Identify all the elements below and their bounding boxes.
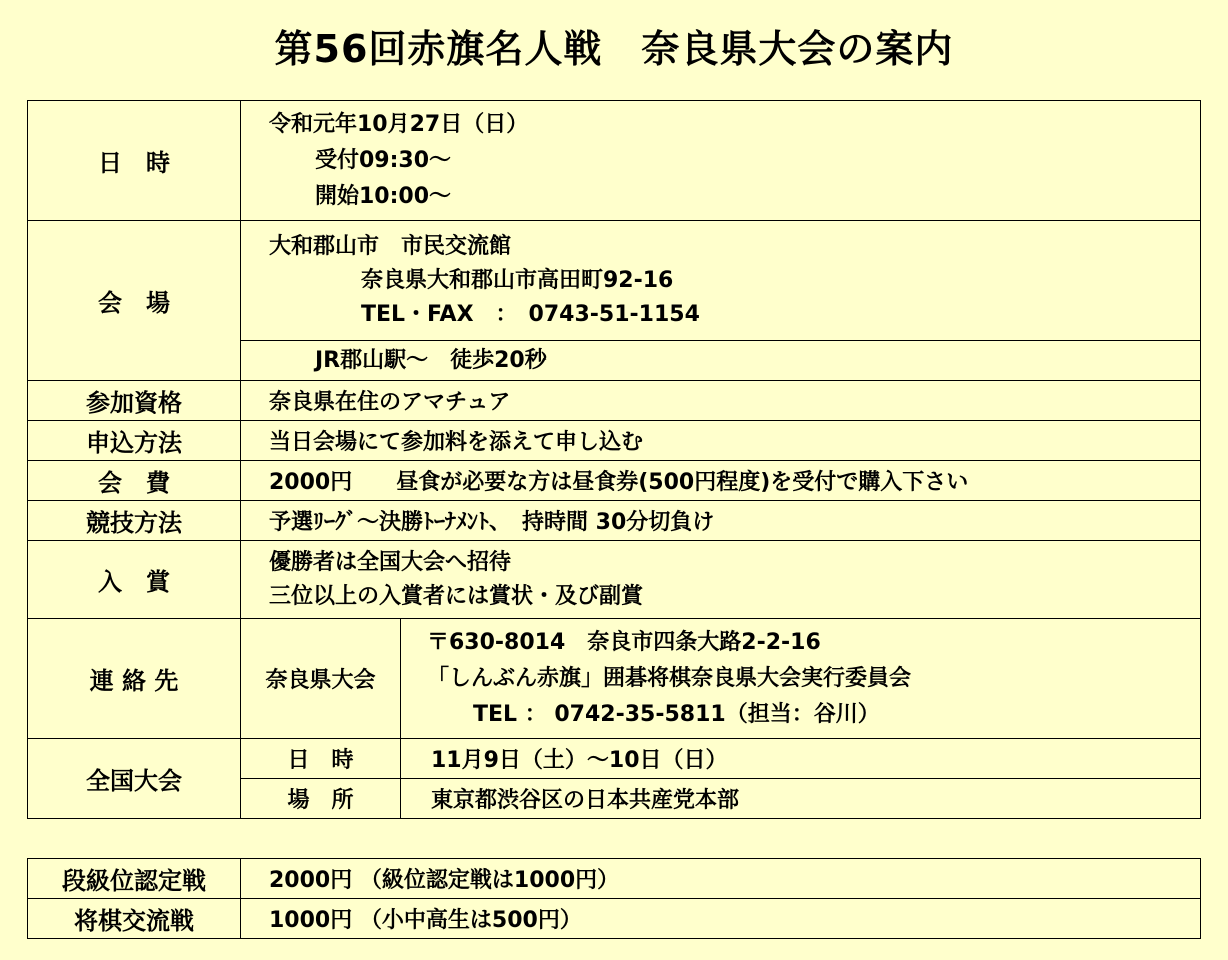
row-eligibility [28, 381, 1201, 421]
application-label: 申込方法 [28, 421, 241, 461]
contact-label: 連 絡 先 [28, 619, 241, 739]
row-datetime [28, 101, 1201, 221]
national-label: 全国大会 [28, 739, 241, 819]
extra-fee-value: 1000円 （小中高生は500円） [241, 899, 1201, 939]
row-prizes [28, 541, 1201, 619]
national-place-label: 場 所 [241, 779, 401, 819]
contact-details [401, 619, 1201, 739]
prizes-value [241, 541, 1201, 619]
info-table [27, 100, 1201, 819]
row-format [28, 501, 1201, 541]
contact-tel: TEL ： 0742-35-5811（担当：谷川） [473, 701, 880, 727]
page-title: 第56回赤旗名人戦 奈良県大会の案内 [274, 27, 954, 71]
format-value: 予選ﾘｰｸﾞ～決勝ﾄｰﾅﾒﾝﾄ、 持時間 30分切負け [241, 501, 1201, 541]
national-place-value: 東京都渋谷区の日本共産党本部 [401, 779, 1201, 819]
extra-fee-label: 段級位認定戦 [28, 859, 241, 899]
extra-fee-row [28, 899, 1201, 939]
eligibility-value: 奈良県在住のアマチュア [241, 381, 1201, 421]
eligibility-label: 参加資格 [28, 381, 241, 421]
fee-value: 2000円 昼食が必要な方は昼食券(500円程度)を受付で購入下さい [241, 461, 1201, 501]
national-date-value: 11月9日（土）～10日（日） [401, 739, 1201, 779]
row-national-date [28, 739, 1201, 779]
venue-label: 会 場 [28, 221, 241, 381]
contact-address: 〒630-8014 奈良市四条大路2-2-16 [427, 629, 821, 655]
venue-access: JR郡山駅～ 徒歩20秒 [315, 347, 547, 373]
national-date-label: 日 時 [241, 739, 401, 779]
extra-fee-label: 将棋交流戦 [28, 899, 241, 939]
prize-line-2: 三位以上の入賞者には賞状・及び副賞 [269, 583, 644, 609]
row-contact [28, 619, 1201, 739]
extra-fee-row [28, 859, 1201, 899]
prizes-label: 入 賞 [28, 541, 241, 619]
venue-access-cell [241, 341, 1201, 381]
contact-org: 奈良県大会 [241, 619, 401, 739]
extra-fees-table [27, 858, 1201, 939]
application-value: 当日会場にて参加料を添えて申し込む [241, 421, 1201, 461]
venue-value [241, 221, 1201, 341]
row-application [28, 421, 1201, 461]
prize-line-1: 優勝者は全国大会へ招待 [269, 549, 512, 575]
contact-committee: 「しんぶん赤旗」囲碁将棋奈良県大会実行委員会 [427, 665, 912, 691]
venue-address: 奈良県大和郡山市高田町92-16 [361, 267, 674, 293]
datetime-label: 日 時 [28, 101, 241, 221]
start-time: 開始10:00～ [315, 183, 452, 209]
extra-fee-value: 2000円 （級位認定戦は1000円） [241, 859, 1201, 899]
row-fee [28, 461, 1201, 501]
datetime-value [241, 101, 1201, 221]
reception-time: 受付09:30～ [315, 147, 452, 173]
row-venue [28, 221, 1201, 341]
fee-label: 会 費 [28, 461, 241, 501]
format-label: 競技方法 [28, 501, 241, 541]
venue-name: 大和郡山市 市民交流館 [269, 233, 512, 259]
venue-tel: TEL・FAX ： 0743-51-1154 [361, 301, 700, 327]
event-date: 令和元年10月27日（日） [269, 111, 529, 137]
